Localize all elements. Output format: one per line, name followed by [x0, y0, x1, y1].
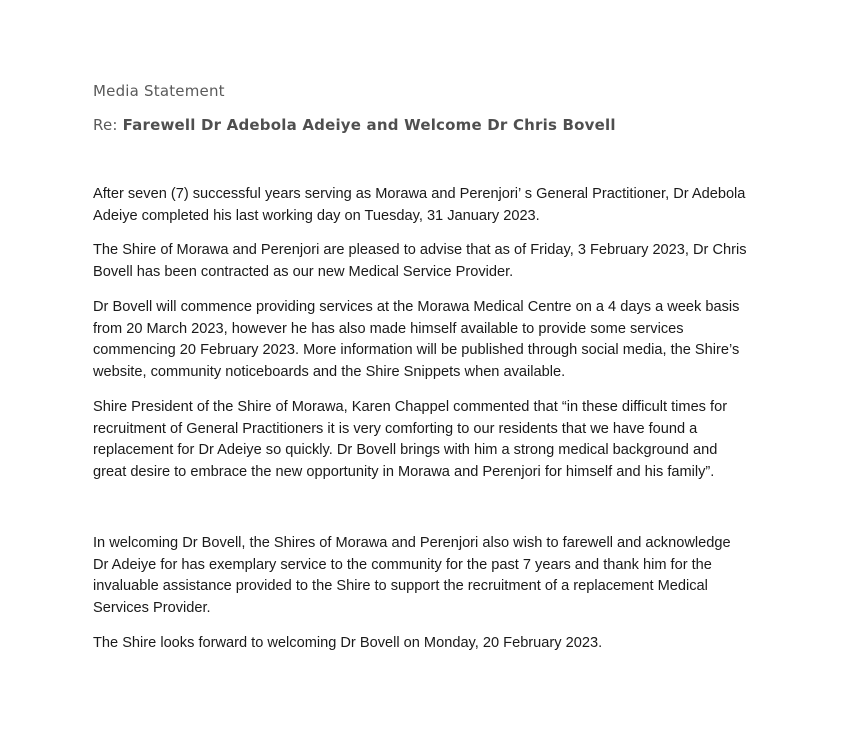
paragraph-line: In welcoming Dr Bovell, the Shires of Morawa and Perenjori also wish to farewell and acknowledge: [93, 535, 731, 551]
document-title: Media Statement: [93, 82, 225, 100]
paragraph-line: recruitment of General Practitioners it is very comforting to our residents that we have found a: [93, 420, 698, 437]
paragraph-line: The Shire of Morawa and Perenjori are pleased to advise that as of Friday, 3 February 2023, Dr Chris: [93, 242, 747, 258]
paragraph-closing: [93, 633, 793, 655]
paragraph-line: After seven (7) successful years serving as Morawa and Perenjori’ s General Practitioner, Dr Adebola: [93, 186, 746, 202]
paragraph-contract: [93, 240, 793, 283]
paragraph-line: Dr Adeiye for has exemplary service to the community for the past 7 years and thank him for the: [93, 556, 712, 573]
paragraph-line: Dr Bovell will commence providing services at the Morawa Medical Centre on a 4 days a week basis: [93, 299, 740, 315]
paragraph-line: Adeiye completed his last working day on Tuesday, 31 January 2023.: [93, 207, 540, 224]
paragraph-president-quote: [93, 397, 793, 483]
paragraph-line: from 20 March 2023, however he has also made himself available to provide some services: [93, 320, 684, 337]
paragraph-farewell: [93, 533, 793, 619]
paragraph-line: website, community noticeboards and the Shire Snippets when available.: [93, 363, 566, 380]
paragraph-line: replacement for Dr Adeiye so quickly. Dr Bovell brings with him a strong medical background and: [93, 442, 718, 458]
regarding-prefix: Re:: [93, 116, 123, 134]
paragraph-services: [93, 297, 793, 383]
paragraph-departure: [93, 184, 793, 227]
paragraph-line: invaluable assistance provided to the Shire to support the recruitment of a replacement Medical: [93, 578, 708, 594]
paragraph-line: commencing 20 February 2023. More information will be published through social media, the Shire’s: [93, 342, 740, 358]
paragraph-line: Shire President of the Shire of Morawa, Karen Chappel commented that “in these difficult times for: [93, 399, 728, 415]
regarding-subject: Farewell Dr Adebola Adeiye and Welcome Dr Chris Bovell: [122, 116, 616, 134]
paragraph-line: Services Provider.: [93, 599, 211, 616]
paragraph-line: great desire to embrace the new opportunity in Morawa and Perenjori for himself and his family”.: [93, 463, 715, 480]
paragraph-line: Bovell has been contracted as our new Medical Service Provider.: [93, 263, 514, 280]
paragraph-line: The Shire looks forward to welcoming Dr Bovell on Monday, 20 February 2023.: [93, 635, 603, 651]
regarding-line: [93, 116, 616, 134]
